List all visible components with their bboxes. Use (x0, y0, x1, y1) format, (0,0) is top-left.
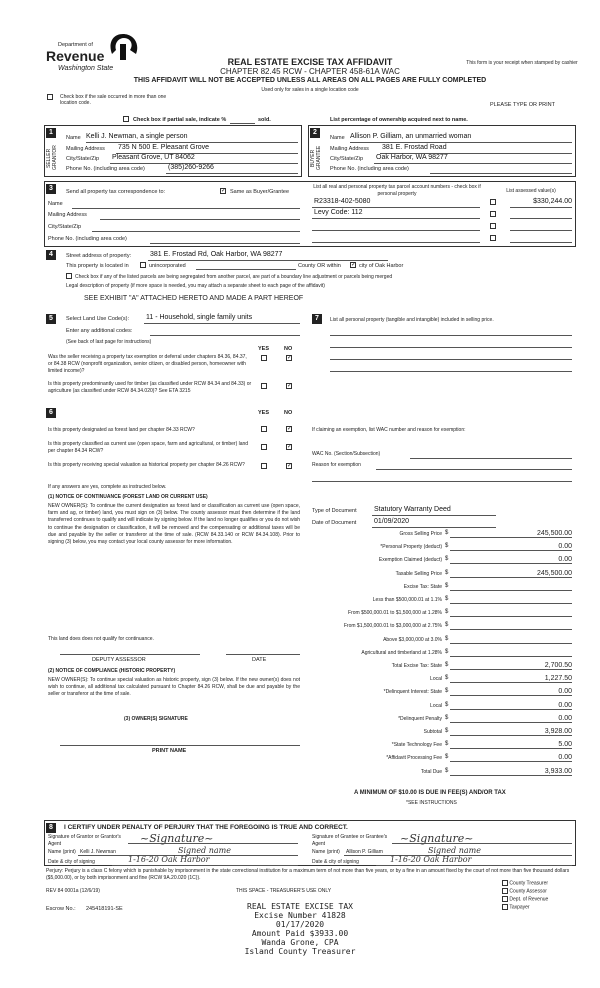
street-address-field[interactable]: 381 E. Frostad Rd, Oak Harbor, WA 98277 (150, 251, 283, 258)
partial-sale-label: Check box if partial sale, indicate % (133, 117, 227, 123)
corr-city-label: City/State/Zip (48, 224, 82, 230)
notice1-text: NEW OWNER(S): To continue the current designation as forest land or classification as current use (open space, farm and ag, or timber) land, you must sign on (3) below. The county assessor must then determine if the land transferred continues to qualify and will indicate by signing below. If the land no longer qualifies or you do not wish to continue the designation or classification, it will be removed and the compensating or additional taxes will be due and payable by the seller or transferor at the time of sale. (RCW 84.33.140 or RCW 84.34.108). Prior to signing (3) below, you may contact your local county assessor for more information. (48, 503, 300, 546)
sec6-q1: Is this property designated as forest land per chapter 84.33 RCW? (48, 427, 195, 433)
tax-row-label: Local (430, 676, 442, 683)
section-1-marker: 1 (46, 128, 56, 138)
sec6-q3-no-checkbox[interactable]: ✓ (287, 463, 293, 469)
buyer-addr-field[interactable]: 381 E. Frostad Road (382, 144, 447, 151)
grantor-signature[interactable]: ~Signature~ (140, 832, 214, 845)
dollar-sign: $ (445, 728, 449, 734)
unincorporated-label: unincorporated (149, 263, 186, 269)
personal-property-line-2[interactable] (330, 347, 572, 348)
tax-row (312, 570, 572, 579)
sec5-q2: Is this property predominantly used for timber (as classified under RCW 84.34 and 84.33) or agriculture (as classified under RCW 84.34.020)? See ETA 3215 (48, 381, 252, 394)
segregated-checkbox[interactable] (66, 273, 72, 279)
same-as-buyer-label: Same as Buyer/Grantee (230, 189, 290, 195)
buyer-phone-field[interactable] (430, 173, 572, 174)
tax-row (312, 715, 572, 724)
dollar-sign: $ (445, 543, 449, 550)
notice2-text: NEW OWNER(S): To continue special valuation as historic property, sign (3) below. If the new owner(s) does not wish to continue, all additional tax calculated pursuant to Chapter 84.26 RCW, shall be due and payable by the seller or transferor at the time of sale. (48, 677, 300, 698)
reason-label: Reason for exemption (312, 462, 361, 468)
copy-treasurer-checkbox[interactable] (502, 880, 508, 886)
buyer-city-label: City/State/Zip (330, 156, 364, 162)
tax-row-label: Total Excise Tax: State (391, 663, 442, 669)
grantor-printed-hand: Signed name (178, 846, 231, 855)
tax-row-label: Local (430, 702, 442, 709)
section-6-marker: 6 (46, 408, 56, 418)
sec5-q1: Was the seller receiving a property tax exemption or deferral under chapters 84.36, 84.37, or 84.38 RCW (nonprofit organization, senior citizen, or disabled person, homeowner with limited income)? (48, 354, 247, 374)
county-field[interactable] (196, 269, 296, 270)
tax-row (312, 702, 572, 711)
dollar-sign: $ (445, 675, 449, 682)
sec5-no-header: NO (284, 346, 293, 352)
sec5-q1-yes-checkbox[interactable] (261, 355, 267, 361)
dollar-sign: $ (445, 556, 449, 563)
doc-type-label: Type of Document (312, 508, 357, 514)
sec6-q1-yes-checkbox[interactable] (261, 426, 267, 432)
tax-row-amount[interactable] (450, 596, 572, 604)
tax-row-amount[interactable]: 0.00 (450, 702, 572, 710)
dollar-sign: $ (445, 596, 449, 602)
section-5-marker: 5 (46, 314, 56, 324)
section-8-marker: 8 (46, 823, 56, 833)
print-name-label: PRINT NAME (152, 748, 187, 754)
tax-row (312, 675, 572, 684)
copy-assessor-checkbox[interactable] (502, 888, 508, 894)
notice2-title: (2) NOTICE OF COMPLIANCE (HISTORIC PROPERTY) (48, 668, 176, 674)
tax-row (312, 543, 572, 552)
parcel-3-personal-checkbox[interactable] (490, 223, 496, 229)
dollar-sign: $ (445, 569, 449, 576)
additional-codes-label: Enter any additional codes: (66, 328, 133, 334)
tax-row-amount[interactable]: 2,700.50 (450, 662, 572, 670)
tax-row (312, 768, 572, 777)
seller-name-field[interactable]: Kelli J. Newman, a single person (86, 133, 188, 140)
land-use-label: Select Land Use Code(s): (66, 316, 129, 322)
dollar-sign: $ (445, 701, 449, 708)
corr-name-field[interactable] (72, 208, 300, 209)
receipt-note: This form is your receipt when stamped by cashier (466, 60, 578, 66)
seller-phone-label: Phone No. (including area code) (66, 166, 145, 172)
section-7-marker: 7 (312, 314, 322, 324)
tax-row-amount[interactable]: 3,933.00 (450, 768, 572, 776)
copy-taxpayer-label: Taxpayer (509, 904, 530, 911)
dollar-sign: $ (445, 767, 449, 774)
certify-statement: I CERTIFY UNDER PENALTY OF PERJURY THAT THE FOREGOING IS TRUE AND CORRECT. (64, 824, 348, 831)
sec6-q3: Is this property receiving special valuation as historical property per chapter 84.26 RCW? (48, 462, 245, 468)
tax-row-label: Excise Tax: State (403, 583, 442, 590)
grantor-name-label: Name (print) (48, 849, 76, 855)
dor-logo (40, 28, 150, 73)
perjury-note: Perjury: Perjury is a class C felony which is punishable by imprisonment in the state correctional institution for a maximum term of not more than five years, or by a fine in an amount fixed by the court of not more than five thousand dollars ($5,000.00), or by both imprisonment and fine (RCW 9A.20.020 (1C)). (46, 868, 570, 881)
list-pct-note: List percentage of ownership acquired next to name. (330, 117, 468, 123)
tax-row (312, 530, 572, 539)
doc-date-label: Date of Document (312, 520, 357, 526)
please-type-note: PLEASE TYPE OR PRINT (490, 102, 556, 108)
seller-addr-field[interactable]: 735 N 500 E. Pleasant Grove (118, 144, 210, 151)
tax-row-amount[interactable]: 0.00 (450, 688, 572, 696)
copy-treasurer-label: County Treasurer (509, 880, 549, 887)
grantee-sig-label: Signature of Grantee or Grantee's Agent (312, 834, 388, 847)
grantee-name-label: Name (print) (312, 849, 340, 855)
city-of-checkbox[interactable]: ✓ (351, 262, 357, 268)
dollar-sign: $ (445, 714, 449, 721)
tax-row-label: Above $3,000,000 at 3.0% (383, 636, 442, 643)
personal-property-line-4[interactable] (330, 371, 572, 372)
stamp-line-2: Excise Number 41828 (254, 911, 346, 920)
buyer-name-label: Name (330, 135, 345, 141)
sec6-q2-no-checkbox[interactable]: ✓ (287, 444, 293, 450)
seller-name-label: Name (66, 135, 81, 141)
stamp-line-5: Wanda Grone, CPA (261, 938, 339, 947)
corr-addr-field[interactable] (100, 219, 300, 220)
tax-row-label: *Affidavit Processing Fee (386, 755, 442, 762)
tax-row-label: *Delinquent Penalty (398, 715, 442, 722)
dollar-sign: $ (445, 741, 449, 748)
seller-side-label: SELLER GRANTOR (46, 145, 58, 171)
deputy-date-field[interactable] (226, 654, 300, 655)
tax-row-amount[interactable]: 0.00 (450, 556, 572, 564)
legal-desc-label: Legal description of property (if more space is needed, you may attach a separate sheet to each page of the affidavit) (66, 283, 325, 289)
wac-label: WAC No. (Section/Subsection) (312, 451, 381, 457)
tax-row (312, 636, 572, 645)
form-title: REAL ESTATE EXCISE TAX AFFIDAVIT (227, 57, 393, 67)
sec6-yes-header: YES (258, 410, 270, 416)
personal-property-line-1[interactable] (330, 335, 572, 336)
parcel-2-personal-checkbox[interactable] (490, 211, 496, 217)
multi-location-checkbox[interactable] (47, 94, 53, 100)
logo-dept: Department of (58, 42, 93, 48)
corr-phone-label: Phone No. (including area code) (48, 236, 127, 242)
land-use-field[interactable]: 11 - Household, single family units (146, 314, 253, 321)
sec5-q2-yes-checkbox[interactable] (261, 383, 267, 389)
single-loc-note: Used only for sales in a single location code (261, 87, 359, 93)
dollar-sign: $ (445, 582, 449, 589)
doc-type-field[interactable]: Statutory Warranty Deed (374, 506, 451, 513)
copy-dor-checkbox[interactable] (502, 896, 508, 902)
logo-icon (106, 32, 140, 62)
reason-field[interactable] (376, 469, 572, 470)
grantor-date-city[interactable]: 1-16-20 Oak Harbor (128, 855, 210, 864)
qualify-statement: This land does does not qualify for continuance. (48, 636, 154, 642)
grantor-date-label: Date & city of signing (48, 859, 95, 865)
multi-location-label: Check box if the sale occurred in more than one location code. (60, 94, 167, 106)
street-label: Street address of property: (66, 253, 132, 259)
section-2-marker: 2 (310, 128, 320, 138)
tax-row-label: Agricultural and timberland at 1.28% (361, 649, 442, 656)
grantor-sig-label: Signature of Grantor or Grantor's Agent (48, 834, 121, 847)
dollar-sign: $ (445, 622, 449, 629)
tax-row-label: Exemption Claimed (deduct) (378, 557, 442, 564)
dollar-sign: $ (445, 635, 449, 642)
dollar-sign: $ (445, 662, 449, 668)
wac-field[interactable] (410, 458, 572, 459)
parcel-4-personal-checkbox[interactable] (490, 235, 496, 241)
parcel-1-personal-checkbox[interactable] (490, 199, 496, 205)
sec5-q2-no-checkbox[interactable]: ✓ (287, 383, 293, 389)
additional-codes-field[interactable] (150, 335, 300, 336)
any-yes-note: If any answers are yes, complete as instructed below. (48, 484, 167, 490)
section-4-marker: 4 (46, 250, 56, 260)
tax-row (312, 556, 572, 565)
dollar-sign: $ (445, 609, 449, 616)
grantor-print-name[interactable]: Kelli J. Newman (80, 849, 116, 855)
buyer-name-field[interactable]: Allison P. Gilliam, an unmarried woman (350, 133, 472, 140)
form-chapter: CHAPTER 82.45 RCW - CHAPTER 458-61A WAC (220, 67, 400, 76)
see-instructions-note: *SEE INSTRUCTIONS (406, 800, 457, 806)
assessed-title: List assessed value(s) (506, 188, 556, 194)
tax-row-label: From $500,000.01 to $1,500,000 at 1.28% (348, 610, 442, 617)
treasurer-only-label: THIS SPACE - TREASURER'S USE ONLY (236, 888, 332, 894)
logo-state: Washington State (58, 65, 114, 72)
partial-percent-field[interactable] (230, 123, 255, 124)
tax-row (312, 609, 572, 618)
stamp-line-6: Island County Treasurer (244, 947, 356, 956)
tax-row-label: Taxable Selling Price (395, 570, 442, 577)
dollar-sign: $ (445, 530, 449, 536)
escrow-number: 245418191-SE (86, 906, 123, 912)
parcel-number-field[interactable]: R23318-402-5080 (314, 198, 371, 205)
dollar-sign: $ (445, 648, 449, 655)
form-warning: THIS AFFIDAVIT WILL NOT BE ACCEPTED UNLESS ALL AREAS ON ALL PAGES ARE FULLY COMPLETED (133, 77, 487, 84)
personal-property-line-3[interactable] (330, 359, 572, 360)
copy-taxpayer-checkbox[interactable] (502, 904, 508, 910)
escrow-label: Escrow No.: (46, 906, 76, 912)
seller-phone-field[interactable]: (385)260-9266 (168, 164, 214, 171)
tax-row-amount[interactable]: 245,500.00 (450, 530, 572, 538)
logo-agency: Revenue (46, 48, 105, 64)
doc-date-field[interactable]: 01/09/2020 (374, 518, 410, 525)
grantee-print-name[interactable]: Allison P. Gilliam (346, 849, 383, 855)
corr-addr-label: Mailing Address (48, 212, 87, 218)
owner-sig-label: (3) OWNER(S) SIGNATURE (124, 716, 188, 722)
tax-row-amount[interactable]: 0.00 (450, 754, 572, 762)
tax-row-amount[interactable] (450, 622, 572, 630)
sec6-no-header: NO (284, 410, 293, 416)
tax-row-amount[interactable]: 0.00 (450, 543, 572, 551)
city-of-label: city of Oak Harbor (359, 263, 404, 269)
deputy-assessor-sig-field[interactable] (60, 654, 200, 655)
tax-row (312, 741, 572, 750)
tax-row-amount[interactable]: 5.00 (450, 741, 572, 749)
notice1-title: (1) NOTICE OF CONTINUANCE (FOREST LAND OR CURRENT USE) (48, 494, 208, 500)
tax-row-amount[interactable]: 0.00 (450, 715, 572, 723)
seller-city-field[interactable]: Pleasant Grove, UT 84062 (112, 154, 195, 161)
tax-row-label: Subtotal (423, 729, 442, 735)
same-as-buyer-checkbox[interactable]: ✓ (221, 188, 227, 194)
tax-row-amount[interactable] (450, 649, 572, 657)
deputy-assessor-label: DEPUTY ASSESSOR (92, 657, 146, 663)
grantee-signature[interactable]: ~Signature~ (400, 832, 474, 845)
corr-name-label: Name (48, 201, 63, 207)
copy-distribution (502, 880, 582, 912)
sec6-q1-no-checkbox[interactable]: ✓ (287, 426, 293, 432)
sec6-q3-yes-checkbox[interactable] (261, 463, 267, 469)
levy-code-field[interactable]: Levy Code: 112 (314, 209, 363, 216)
tax-row (312, 728, 572, 737)
tax-row (312, 596, 572, 605)
section-3-marker: 3 (46, 184, 56, 194)
tax-row-label: *State Technology Fee (391, 742, 442, 749)
personal-property-label: List all personal property (tangible and intangible) included in selling price. (330, 317, 494, 323)
county-label: County OR within (298, 263, 341, 269)
corr-city-field[interactable] (92, 231, 300, 232)
see-back-note: (See back of last page for instructions) (66, 339, 152, 345)
parcel-list-title: List all real and personal property tax parcel account numbers - check box if personal property (313, 184, 481, 197)
tax-row-amount[interactable] (450, 636, 572, 644)
stamp-line-3: 01/17/2020 (275, 920, 325, 929)
sold-label: sold. (258, 117, 271, 123)
tax-row-label: Gross Selling Price (399, 531, 442, 537)
buyer-phone-label: Phone No. (including area code) (330, 166, 409, 172)
buyer-city-field[interactable]: Oak Harbor, WA 98277 (376, 154, 448, 161)
assessed-value-field[interactable]: $330,244.00 (533, 198, 572, 205)
tax-row (312, 649, 572, 658)
tax-row-label: *Delinquent Interest: State (383, 689, 442, 696)
corr-phone-field[interactable] (150, 243, 300, 244)
tax-row-amount[interactable] (450, 609, 572, 617)
tax-row-label: Total Due (420, 768, 442, 775)
sec5-q1-no-checkbox[interactable]: ✓ (287, 355, 293, 361)
grantee-date-label: Date & city of signing (312, 859, 359, 865)
tax-row-amount[interactable]: 1,227.50 (450, 675, 572, 683)
seller-city-label: City/State/Zip (66, 156, 100, 162)
legal-desc-field[interactable]: SEE EXHIBIT "A" ATTACHED HERETO AND MADE A PART HEREOF (84, 295, 304, 302)
send-correspondence-label: Send all property tax correspondence to: (66, 189, 166, 195)
tax-row-amount[interactable]: 245,500.00 (450, 570, 572, 578)
segregated-label: Check box if any of the listed parcels are being segregated from another parcel, are part of a boundary line adjustment or parcels being merged (75, 274, 393, 280)
exemption-label: If claiming an exemption, list WAC number and reason for exemption: (312, 427, 466, 433)
stamp-line-1: REAL ESTATE EXCISE TAX (247, 902, 353, 911)
partial-sale-checkbox[interactable] (123, 116, 129, 122)
buyer-addr-label: Mailing Address (330, 146, 369, 152)
buyer-side-label: BUYER GRANTEE (310, 145, 322, 171)
tax-row (312, 622, 572, 631)
sec6-q2: Is this property classified as current use (open space, farm and agricultural, or timber) land per chapter 84.34 RCW? (48, 441, 249, 454)
minimum-due-note: A MINIMUM OF $10.00 IS DUE IN FEE(S) AND/OR TAX (354, 790, 506, 796)
tax-row-amount[interactable]: 3,928.00 (450, 728, 572, 736)
grantee-date-city[interactable]: 1-16-20 Oak Harbor (390, 855, 472, 864)
unincorporated-checkbox[interactable] (140, 262, 146, 268)
tax-row (312, 754, 572, 763)
form-revision: REV 84 0001a (12/6/19) (46, 888, 100, 894)
sec6-q2-yes-checkbox[interactable] (261, 444, 267, 450)
copy-dor-label: Dept. of Revenue (509, 896, 549, 903)
tax-row-label: *Personal Property (deduct) (380, 544, 442, 551)
tax-row (312, 583, 572, 592)
tax-row (312, 688, 572, 697)
tax-row-label: Less than $500,000.01 at 1.1% (372, 597, 442, 603)
grantee-printed-hand: Signed name (428, 846, 481, 855)
copy-assessor-label: County Assessor (509, 888, 547, 895)
tax-row (312, 662, 572, 671)
dollar-sign: $ (445, 754, 449, 761)
stamp-line-4: Amount Paid $3933.00 (251, 929, 349, 938)
dollar-sign: $ (445, 688, 449, 695)
tax-row-amount[interactable] (450, 583, 572, 591)
treasurer-stamp (180, 902, 420, 956)
deputy-date-label: DATE (252, 657, 267, 663)
sec5-yes-header: YES (258, 346, 270, 352)
owner-print-name-field[interactable] (60, 745, 300, 746)
located-label: This property is located in (66, 263, 129, 269)
tax-row-label: From $1,500,000.01 to $3,000,000 at 2.75% (343, 623, 442, 630)
seller-addr-label: Mailing Address (66, 146, 105, 152)
